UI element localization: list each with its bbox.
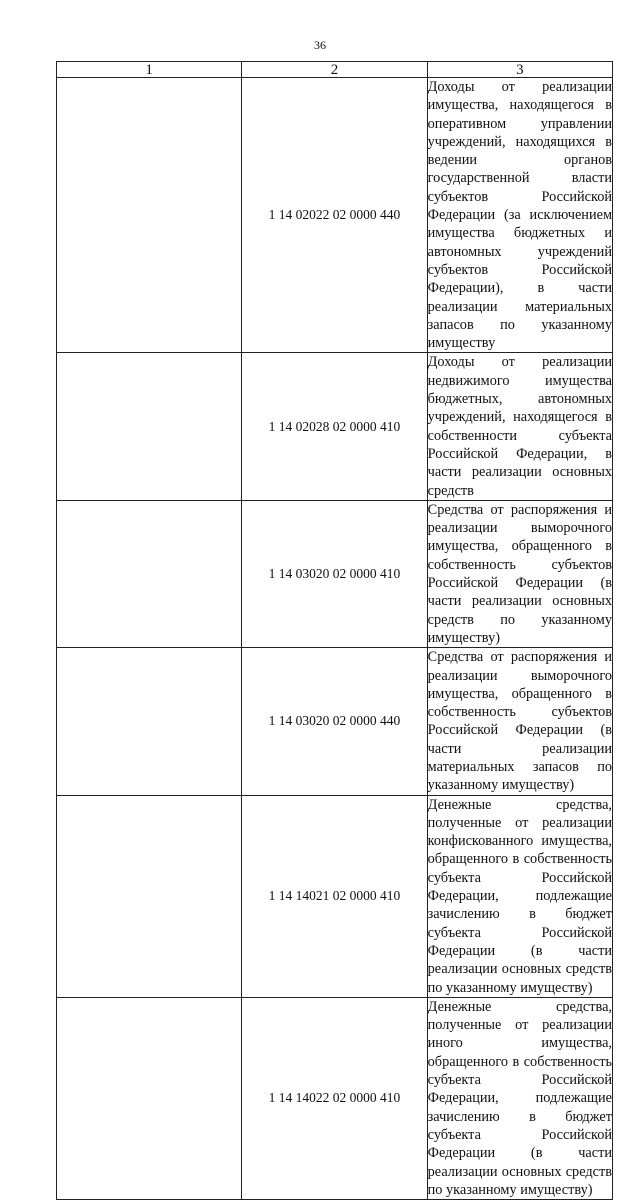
description-cell: Денежные средства, полученные от реализации конфискованного имущества, обращенного в собственность субъекта Российской Федерации, подлежащие зачислению в бюджет субъекта Российской Федерации (в части реализации основных средств по указанному имуществу) <box>427 796 612 996</box>
budget-code-cell: 1 14 14021 02 0000 410 <box>242 795 427 997</box>
row-col1-cell <box>57 648 242 795</box>
description-cell: Доходы от реализации недвижимого имущества бюджетных, автономных учреждений, находящегося в собственности субъекта Российской Федерации, в части реализации основных средств <box>427 354 612 499</box>
budget-code-cell: 1 14 03020 02 0000 410 <box>242 500 427 647</box>
budget-code-cell: 1 14 14022 02 0000 410 <box>242 997 427 1199</box>
row-col1-cell <box>57 78 242 353</box>
table-header-row <box>57 62 613 78</box>
row-col1-cell <box>57 500 242 647</box>
row-col1-cell <box>57 795 242 997</box>
description-cell: Средства от распоряжения и реализации выморочного имущества, обращенного в собственность субъектов Российской Федерации (в части реализации основных средств по указанному имуществу) <box>427 501 612 646</box>
revenue-codes-table <box>56 61 613 1200</box>
description-cell: Доходы от реализации имущества, находящегося в оперативном управлении учреждений, находящихся в ведении органов государственной власти субъектов Российской Федерации (за исключением имущества бюджетных и автономных учреждений субъектов Российской Федерации), в части реализации материальных запасов по указанному имуществу <box>427 79 612 352</box>
description-cell: Средства от распоряжения и реализации выморочного имущества, обращенного в собственность субъектов Российской Федерации (в части реализации материальных запасов по указанному имуществу) <box>427 649 612 794</box>
table-row <box>57 500 613 647</box>
column-header-3: 3 <box>427 62 612 78</box>
table-row <box>57 78 613 353</box>
table-row <box>57 648 613 795</box>
budget-code-cell: 1 14 02022 02 0000 440 <box>242 78 427 353</box>
column-header-2: 2 <box>242 62 427 78</box>
column-header-1: 1 <box>57 62 242 78</box>
description-cell: Денежные средства, полученные от реализации иного имущества, обращенного в собственность субъекта Российской Федерации, подлежащие зачислению в бюджет субъекта Российской Федерации (в части реализации основных средств по указанному имуществу) <box>427 998 612 1198</box>
table-row <box>57 997 613 1199</box>
budget-code-cell: 1 14 03020 02 0000 440 <box>242 648 427 795</box>
table-row <box>57 353 613 500</box>
row-col1-cell <box>57 353 242 500</box>
budget-code-cell: 1 14 02028 02 0000 410 <box>242 353 427 500</box>
row-col1-cell <box>57 997 242 1199</box>
table-row <box>57 795 613 997</box>
page-number: 36 <box>314 38 326 52</box>
